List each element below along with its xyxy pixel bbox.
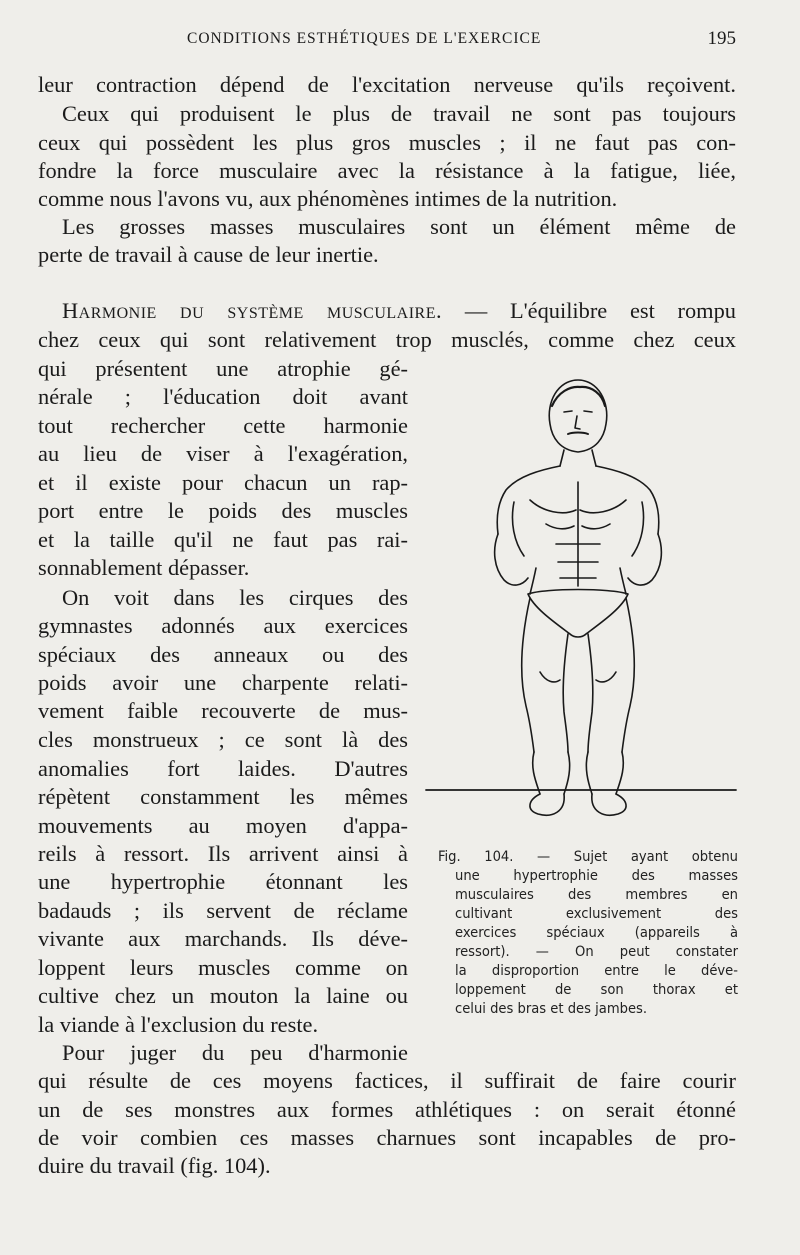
- figure-caption-line: celui des bras et des jambes.: [455, 1000, 648, 1017]
- text-line: poids avoir une charpente relati-: [38, 670, 408, 695]
- text-line: gymnastes adonnés aux exercices: [38, 613, 408, 638]
- text-line: tout rechercher cette harmonie: [38, 413, 408, 438]
- text-line: fondre la force musculaire avec la résistance à la fatigue, liée,: [38, 158, 736, 183]
- text-line: chez ceux qui sont relativement trop musclés, comme chez ceux: [38, 327, 736, 352]
- text-line: leur contraction dépend de l'excitation nerveuse qu'ils reçoivent.: [38, 72, 736, 97]
- text-line: duire du travail (fig. 104).: [38, 1153, 271, 1178]
- text-line: loppent leurs muscles comme on: [38, 955, 408, 980]
- page-header: [60, 30, 736, 58]
- figure-caption-line: ressort). — On peut constater: [455, 943, 738, 960]
- text-line: Ceux qui produisent le plus de travail ne sont pas toujours: [62, 101, 736, 126]
- text-line: une hypertrophie étonnant les: [38, 869, 408, 894]
- section-first-line: L'équilibre est rompu: [509, 298, 736, 323]
- text-line: cultive chez un mouton la laine ou: [38, 983, 408, 1008]
- text-line: et il existe pour chacun un rap-: [38, 470, 408, 495]
- text-line: cles monstrueux ; ce sont là des: [38, 727, 408, 752]
- text-line: port entre le poids des muscles: [38, 498, 408, 523]
- text-line: On voit dans les cirques des: [62, 585, 408, 610]
- text-line: au lieu de viser à l'exagération,: [38, 441, 408, 466]
- section-heading: Harmonie du système musculaire.: [62, 298, 443, 323]
- text-line: anomalies fort laides. D'autres: [38, 756, 408, 781]
- text-line: spéciaux des anneaux ou des: [38, 642, 408, 667]
- text-line: comme nous l'avons vu, aux phénomènes intimes de la nutrition.: [38, 186, 618, 211]
- text-line: sonnablement dépasser.: [38, 555, 250, 580]
- text-line: nérale ; l'éducation doit avant: [38, 384, 408, 409]
- heading-dash: —: [442, 298, 510, 323]
- text-line: reils à ressort. Ils arrivent ainsi à: [38, 841, 408, 866]
- figure-caption-line: exercices spéciaux (appareils à: [455, 924, 738, 941]
- text-line: Les grosses masses musculaires sont un élément même de: [62, 214, 736, 239]
- text-line: vivante aux marchands. Ils déve-: [38, 926, 408, 951]
- text-line: qui présentent une atrophie gé-: [38, 356, 408, 381]
- text-line: vement faible recouverte de mus-: [38, 698, 408, 723]
- text-line: perte de travail à cause de leur inertie.: [38, 242, 379, 267]
- text-line: répètent constamment les mêmes: [38, 784, 408, 809]
- text-line: un de ses monstres aux formes athlétiques : on serait étonné: [38, 1097, 736, 1122]
- page-number: 195: [707, 28, 736, 49]
- figure-caption-line: loppement de son thorax et: [455, 981, 738, 998]
- section-heading-line: [62, 298, 736, 324]
- figure-caption-line: une hypertrophie des masses: [455, 867, 738, 884]
- text-line: et la taille qu'il ne faut pas rai-: [38, 527, 408, 552]
- figure-caption-line: Fig. 104. — Sujet ayant obtenu: [438, 848, 738, 865]
- figure-caption-line: la disproportion entre le déve-: [455, 962, 738, 979]
- text-line: de voir combien ces masses charnues sont incapables de pro-: [38, 1125, 736, 1150]
- running-title: CONDITIONS ESTHÉTIQUES DE L'EXERCICE: [187, 30, 542, 47]
- text-line: mouvements au moyen d'appa-: [38, 813, 408, 838]
- text-line: badauds ; ils servent de réclame: [38, 898, 408, 923]
- figure-caption-line: cultivant exclusivement des: [455, 905, 738, 922]
- text-line: la viande à l'exclusion du reste.: [38, 1012, 319, 1037]
- athlete-figure-illustration: [418, 372, 748, 842]
- text-line: qui résulte de ces moyens factices, il suffirait de faire courir: [38, 1068, 736, 1093]
- figure-caption-line: musculaires des membres en: [455, 886, 738, 903]
- text-line: Pour juger du peu d'harmonie: [62, 1040, 408, 1065]
- text-line: ceux qui possèdent les plus gros muscles ; il ne faut pas con-: [38, 130, 736, 155]
